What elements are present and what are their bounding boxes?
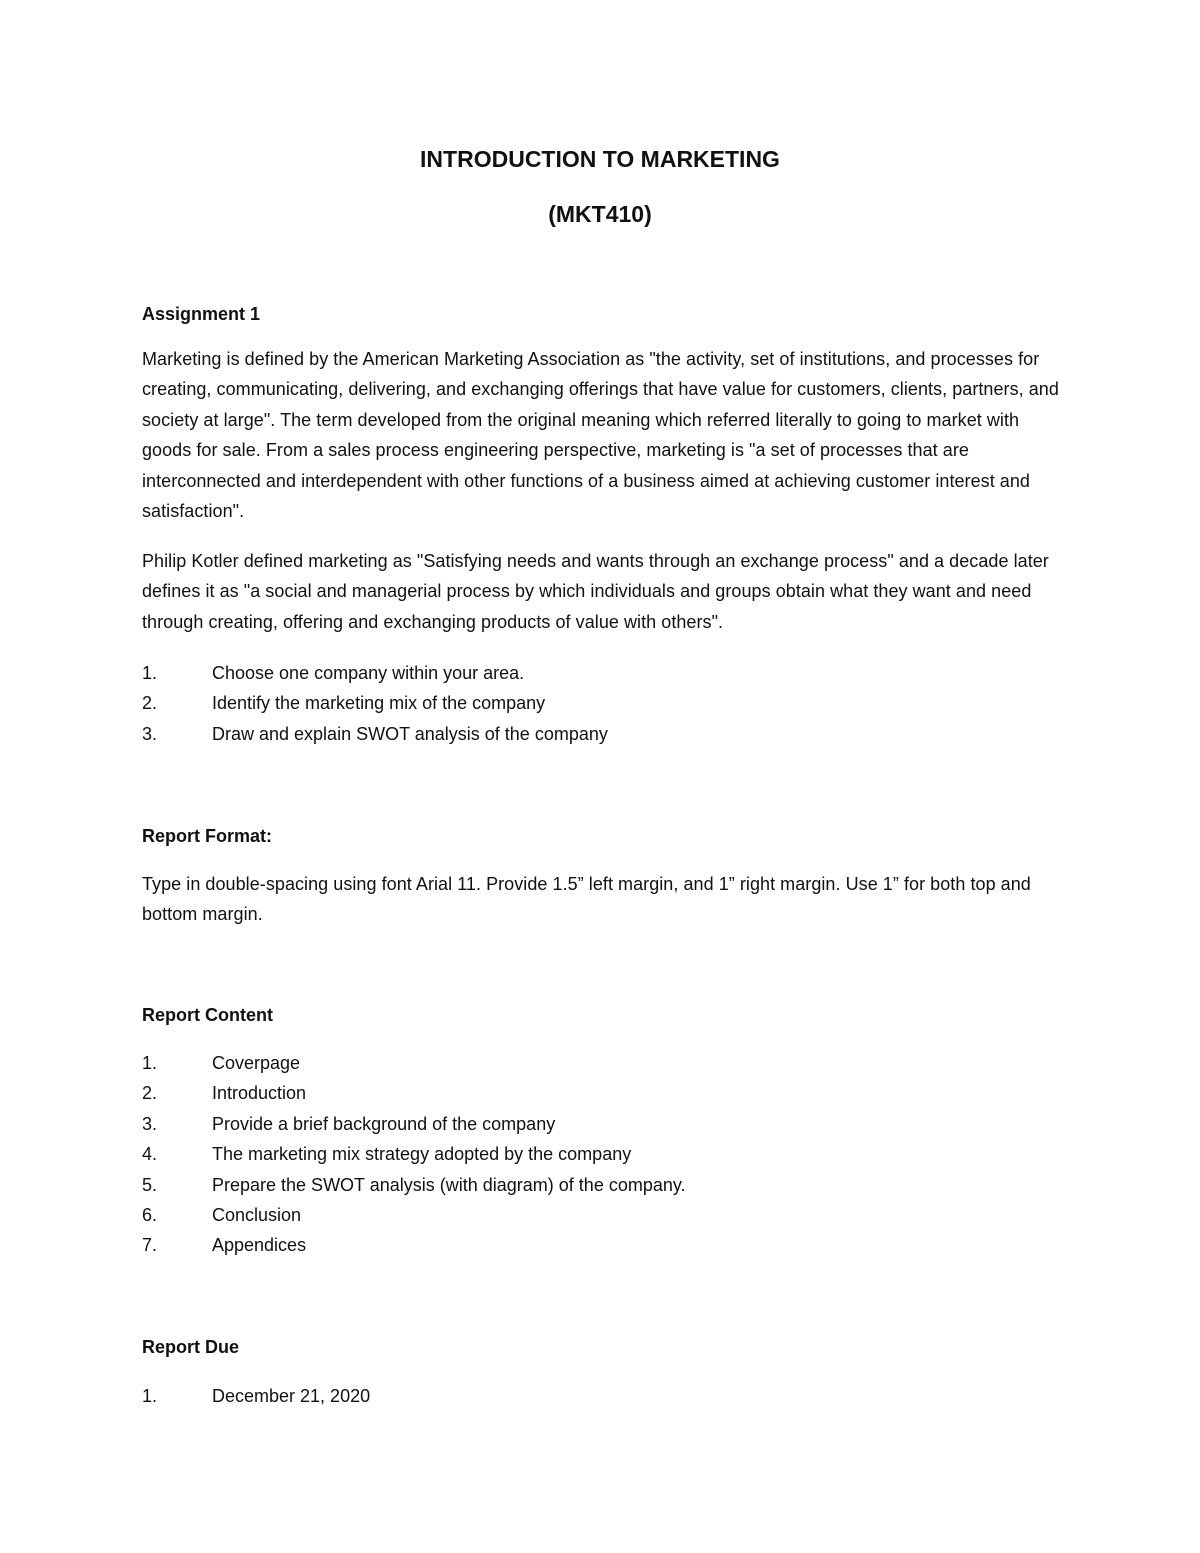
list-number: 3.	[142, 1113, 158, 1134]
list-item-text: Conclusion	[212, 1204, 302, 1225]
list-item-text: Identify the marketing mix of the company	[212, 693, 546, 714]
list-item-text: Prepare the SWOT analysis (with diagram) of the company.	[212, 1174, 686, 1195]
list-number: 4.	[142, 1144, 158, 1165]
list-number: 2.	[142, 693, 158, 714]
definition-paragraph-ama: Marketing is defined by the American Marketing Association as "the activity, set of institutions, and processes for creating, communicating, delivering, and exchanging offerings that have value for customers, clients, partners, and society at large". The term developed from the original meaning which referred literally to going to market with goods for sale. From a sales process engineering perspective, marketing is "a set of processes that are interconnected and interdependent with other functions of a business aimed at achieving customer interest and satisfaction".	[142, 349, 1059, 522]
list-item-text: Provide a brief background of the company	[212, 1113, 556, 1134]
list-number: 1.	[142, 663, 158, 683]
report-due-heading: Report Due	[142, 1337, 240, 1357]
list-item-text: Appendices	[212, 1235, 307, 1256]
list-number: 1.	[142, 1386, 158, 1406]
list-number: 3.	[142, 723, 158, 744]
course-code: (MKT410)	[548, 201, 652, 227]
due-date: December 21, 2020	[212, 1386, 371, 1406]
report-format-text: Type in double-spacing using font Arial 11. Provide 1.5” left margin, and 1” right margin. Use 1” for both top and bottom margin.	[142, 874, 1031, 925]
list-number: 1.	[142, 1053, 158, 1073]
list-number: 2.	[142, 1083, 158, 1104]
list-item-text: Coverpage	[212, 1053, 301, 1073]
document-title: INTRODUCTION TO MARKETING	[420, 146, 780, 172]
assignment-heading: Assignment 1	[142, 304, 261, 324]
report-content-heading: Report Content	[142, 1005, 273, 1025]
definition-paragraph-kotler: Philip Kotler defined marketing as "Satisfying needs and wants through an exchange process" and a decade later defines it as "a social and managerial process by which individuals and groups obtain what they want and need through creating, offering and exchanging products of value with others".	[142, 551, 1049, 632]
report-format-heading: Report Format:	[142, 826, 272, 846]
list-item-text: Draw and explain SWOT analysis of the company	[212, 723, 608, 744]
list-item-text: The marketing mix strategy adopted by the company	[212, 1144, 632, 1165]
list-number: 5.	[142, 1174, 158, 1195]
list-item-text: Choose one company within your area.	[212, 663, 525, 683]
list-number: 7.	[142, 1235, 158, 1256]
list-item-text: Introduction	[212, 1083, 307, 1104]
list-number: 6.	[142, 1204, 158, 1225]
